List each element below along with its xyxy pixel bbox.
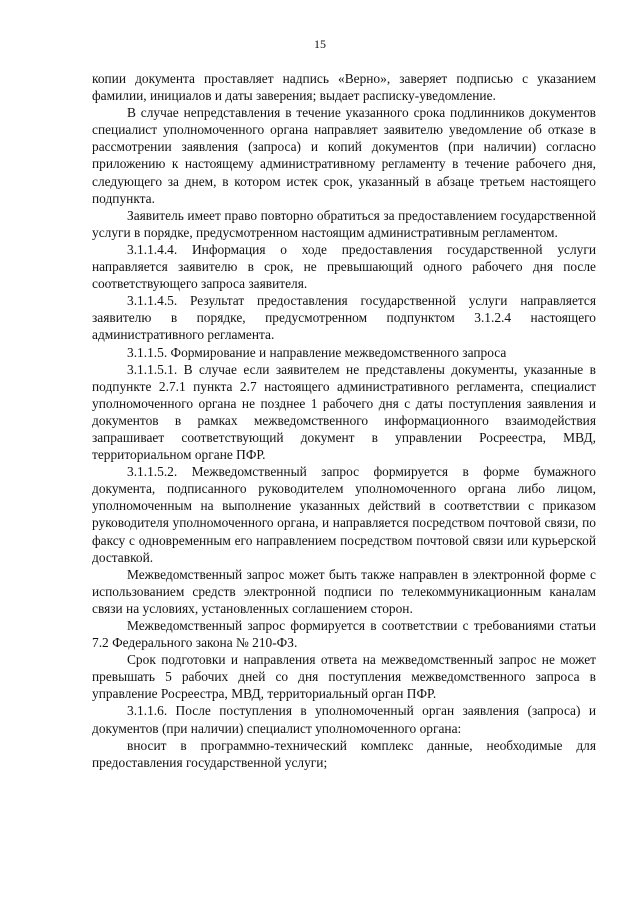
paragraph: 3.1.1.6. После поступления в уполномоченный орган заявления (запроса) и документов (при наличии) специалист уполномоченного органа: [92,703,596,736]
paragraph: вносит в программно-технический комплекс данные, необходимые для предоставления государственной услуги; [92,737,596,770]
paragraph: 3.1.1.5. Формирование и направление межведомственного запроса [127,344,507,360]
document-body [92,70,596,771]
paragraph: 3.1.1.4.4. Информация о ходе предоставления государственной услуги направляется заявителю в срок, не превышающий одного рабочего дня после соответствующего запроса заявителя. [92,241,596,292]
paragraph: Срок подготовки и направления ответа на межведомственный запрос не может превышать 5 рабочих дней со дня поступления межведомственного запроса в управление Росреестра, МВД, территориальный орган ПФР. [92,652,596,702]
paragraph: 3.1.1.5.1. В случае если заявителем не представлены документы, указанные в подпункте 2.7.1 пункта 2.7 настоящего административного регламента, специалист уполномоченного органа не позднее 1 рабочего дня с даты поступления заявления и документов в рамках межведомственного информационного взаимодействия запрашивает соответствующий документ в управлении Росреестра, МВД, территориальном органе ПФР. [92,361,596,463]
paragraph: Межведомственный запрос может быть также направлен в электронной форме с использованием средств электронной подписи по телекоммуникационным каналам связи на условиях, установленных соглашением сторон. [92,566,596,616]
paragraph: В случае непредставления в течение указанного срока подлинников документов специалист уполномоченного органа направляет заявителю уведомление об отказе в рассмотрении заявления (запроса) и копий документов (при наличии) согласно приложению к настоящему административному регламенту в течение рабочего дня, следующего за днем, в котором истек срок, указанный в абзаце третьем настоящего подпункта. [92,105,596,206]
paragraph: копии документа проставляет надпись «Верно», заверяет подписью с указанием фамилии, инициалов и даты заверения; выдает расписку-уведомление. [92,71,596,104]
page-number: 15 [314,37,326,51]
paragraph: 3.1.1.5.2. Межведомственный запрос формируется в форме бумажного документа, подписанного руководителем уполномоченного органа либо лицом, уполномоченным на выполнение указанных действий в соответствии с приказом руководителя уполномоченного органа, и направляется посредством почтовой связи, по факсу с одновременным его направлением посредством почтовой связи или курьерской доставкой. [92,464,596,565]
paragraph: Заявитель имеет право повторно обратиться за предоставлением государственной услуги в порядке, предусмотренном настоящим административным регламентом. [92,207,596,240]
paragraph: Межведомственный запрос формируется в соответствии с требованиями статьи 7.2 Федерального закона № 210-ФЗ. [92,618,596,651]
paragraph: 3.1.1.4.5. Результат предоставления государственной услуги направляется заявителю в порядке, предусмотренном подпунктом 3.1.2.4 настоящего административного регламента. [92,293,596,343]
